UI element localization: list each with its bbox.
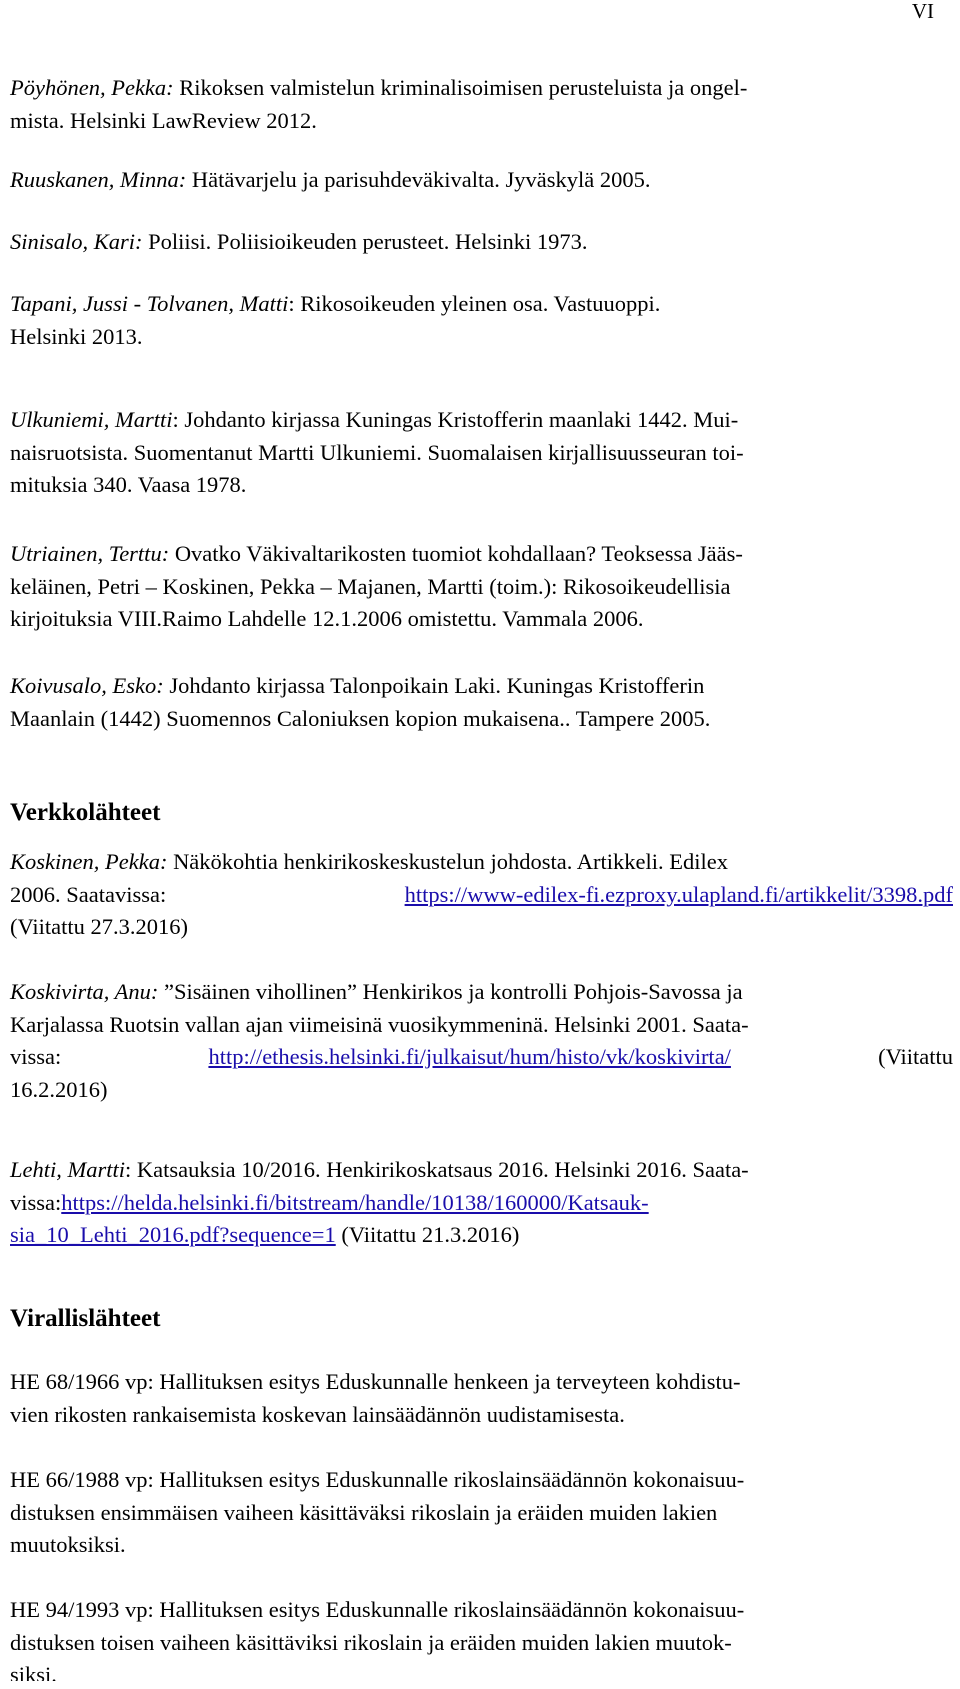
- reference-entry: HE 66/1988 vp: Hallituksen esitys Eduskunnalle rikoslainsäädännön kokonaisuu- distuksen ensimmäisen vaiheen käsittäväksi rikoslain ja eräiden muiden lakien muutoksiksi.: [10, 1467, 745, 1557]
- reference-link[interactable]: sia_10_Lehti_2016.pdf?sequence=1: [10, 1222, 336, 1247]
- reference-link[interactable]: https://www-edilex-fi.ezproxy.ulapland.fi/artikkelit/3398.pdf: [404, 881, 953, 907]
- reference-author: Utriainen, Terttu:: [10, 541, 170, 566]
- reference-author: Sinisalo, Kari:: [10, 229, 143, 254]
- reference-author: Ruuskanen, Minna:: [10, 167, 187, 192]
- reference-link[interactable]: https://helda.helsinki.fi/bitstream/handle/10138/160000/Katsauk-: [61, 1189, 649, 1215]
- reference-entry: Lehti, Martti: Katsauksia 10/2016. Henkirikoskatsaus 2016. Helsinki 2016. Saata- vissa:https://helda.helsinki.fi/bitstream/handle/10138/160000/Katsauk- sia_10_Lehti_2016.pdf?sequence=1 (Viitattu 21.3.2016): [10, 1157, 749, 1247]
- reference-author: Koivusalo, Esko:: [10, 673, 164, 698]
- reference-entry: HE 68/1966 vp: Hallituksen esitys Eduskunnalle henkeen ja terveyteen kohdistu- vien rikosten rankaisemista koskevan lainsäädännön uudistamisesta.: [10, 1369, 741, 1427]
- reference-link[interactable]: http://ethesis.helsinki.fi/julkaisut/hum/histo/vk/koskivirta/: [208, 1044, 731, 1069]
- reference-author: Pöyhönen, Pekka:: [10, 75, 174, 100]
- page-number: VI: [911, 0, 934, 23]
- reference-entry: Pöyhönen, Pekka: Rikoksen valmistelun kriminalisoimisen perusteluista ja ongel- mista. Helsinki LawReview 2012.: [10, 75, 748, 133]
- reference-author: Koskivirta, Anu:: [10, 979, 159, 1004]
- reference-entry: Koivusalo, Esko: Johdanto kirjassa Talonpoikain Laki. Kuningas Kristofferin Maanlain (1442) Suomennos Caloniuksen kopion mukaisena.. Tampere 2005.: [10, 673, 711, 731]
- reference-author: Tapani, Jussi - Tolvanen, Matti: [10, 291, 289, 316]
- reference-entry: Ulkuniemi, Martti: Johdanto kirjassa Kuningas Kristofferin maanlaki 1442. Mui- naisruotsista. Suomentanut Martti Ulkuniemi. Suomalaisen kirjallisuusseuran toi- mituksia 340. Vaasa 1978.: [10, 407, 744, 497]
- reference-author: Ulkuniemi, Martti: [10, 407, 173, 432]
- section-heading-online: Verkkolähteet: [10, 799, 161, 826]
- reference-author: Koskinen, Pekka:: [10, 849, 168, 874]
- section-heading-official: Virallislähteet: [10, 1305, 161, 1332]
- reference-author: Lehti, Martti: [10, 1157, 126, 1182]
- reference-entry: Koskinen, Pekka: Näkökohtia henkirikoskeskustelun johdosta. Artikkeli. Edilex 2006. Saatavissa: https://www-edilex-fi.ezproxy.ulapland.fi/artikkelit/3398.pdf (Viitattu 27.3.2016): [10, 849, 953, 939]
- reference-entry: Utriainen, Terttu: Ovatko Väkivaltarikosten tuomiot kohdallaan? Teoksessa Jääs- keläinen, Petri – Koskinen, Pekka – Majanen, Martti (toim.): Rikosoikeudellisia kirjoituksia VIII.Raimo Lahdelle 12.1.2006 omistettu. Vammala 2006.: [10, 541, 743, 631]
- reference-entry: Sinisalo, Kari: Poliisi. Poliisioikeuden perusteet. Helsinki 1973.: [10, 229, 588, 254]
- reference-entry: Tapani, Jussi - Tolvanen, Matti: Rikosoikeuden yleinen osa. Vastuuoppi. Helsinki 2013.: [10, 291, 661, 349]
- reference-entry: Ruuskanen, Minna: Hätävarjelu ja parisuhdeväkivalta. Jyväskylä 2005.: [10, 167, 651, 192]
- reference-entry: HE 94/1993 vp: Hallituksen esitys Eduskunnalle rikoslainsäädännön kokonaisuu- distuksen toisen vaiheen käsittäviksi rikoslain ja eräiden muiden lakien muutok- siksi.: [10, 1597, 745, 1681]
- reference-entry: Koskivirta, Anu: ”Sisäinen vihollinen” Henkirikos ja kontrolli Pohjois-Savossa ja Karjalassa Ruotsin vallan ajan viimeisinä vuosikymmeninä. Helsinki 2001. Saata- vissa: http://ethesis.helsinki.fi/julkaisut/hum/histo/vk/koskivirta/ (Viitattu 16.2.2016): [10, 979, 953, 1102]
